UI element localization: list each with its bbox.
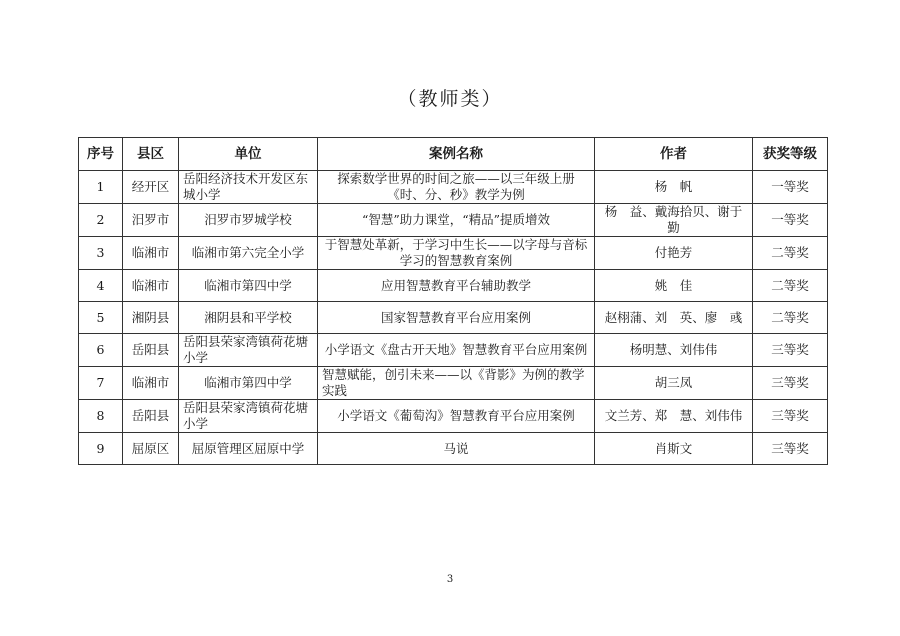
cell-serial: 5 [79,302,123,334]
cell-award: 二等奖 [753,270,828,302]
cell-county: 湘阴县 [123,302,179,334]
cell-author: 杨明慧、刘伟伟 [595,334,753,367]
cell-serial: 9 [79,433,123,465]
cell-author: 杨 帆 [595,171,753,204]
cell-award: 二等奖 [753,302,828,334]
header-author: 作者 [595,138,753,171]
cell-serial: 2 [79,204,123,237]
cell-case-name: 于智慧处革新，于学习中生长——以字母与音标学习的智慧教育案例 [318,237,595,270]
cell-unit: 岳阳县荣家湾镇荷花塘小学 [179,400,318,433]
table-row [79,270,828,302]
cell-county: 临湘市 [123,367,179,400]
section-heading: （教师类） [397,88,503,110]
table-row [79,433,828,465]
cell-county: 汨罗市 [123,204,179,237]
table-row [79,171,828,204]
cell-county: 经开区 [123,171,179,204]
table-row [79,237,828,270]
header-county: 县区 [123,138,179,171]
cell-unit: 岳阳县荣家湾镇荷花塘小学 [179,334,318,367]
header-award: 获奖等级 [753,138,828,171]
cell-serial: 8 [79,400,123,433]
page-number: 3 [446,574,454,585]
cell-award: 一等奖 [753,204,828,237]
cell-case-name: 小学语文《葡萄沟》智慧教育平台应用案例 [318,400,595,433]
table-row [79,204,828,237]
cell-author: 杨 益、戴海拾贝、谢于勤 [595,204,753,237]
cell-case-name: 小学语文《盘古开天地》智慧教育平台应用案例 [318,334,595,367]
table-row [79,367,828,400]
cell-unit: 临湘市第四中学 [179,367,318,400]
cell-county: 临湘市 [123,237,179,270]
header-serial: 序号 [79,138,123,171]
cell-case-name: 应用智慧教育平台辅助教学 [318,270,595,302]
header-case-name: 案例名称 [318,138,595,171]
table-row [79,400,828,433]
cell-author: 赵栩蒲、刘 英、廖 彧 [595,302,753,334]
cell-award: 三等奖 [753,367,828,400]
cell-unit: 临湘市第四中学 [179,270,318,302]
cell-author: 胡三凤 [595,367,753,400]
cell-county: 屈原区 [123,433,179,465]
cell-author: 付艳芳 [595,237,753,270]
cell-award: 三等奖 [753,433,828,465]
awards-table [78,137,828,465]
cell-award: 三等奖 [753,400,828,433]
cell-serial: 1 [79,171,123,204]
cell-author: 姚 佳 [595,270,753,302]
cell-serial: 3 [79,237,123,270]
cell-county: 岳阳县 [123,334,179,367]
cell-serial: 4 [79,270,123,302]
cell-case-name: 国家智慧教育平台应用案例 [318,302,595,334]
cell-case-name: 马说 [318,433,595,465]
table-row [79,302,828,334]
cell-unit: 汨罗市罗城学校 [179,204,318,237]
header-unit: 单位 [179,138,318,171]
cell-unit: 临湘市第六完全小学 [179,237,318,270]
table-header-row [79,138,828,171]
cell-award: 一等奖 [753,171,828,204]
cell-case-name: 探索数学世界的时间之旅——以三年级上册《时、分、秒》教学为例 [318,171,595,204]
cell-case-name: 智慧赋能，创引未来——以《背影》为例的教学实践 [318,367,595,400]
cell-award: 二等奖 [753,237,828,270]
cell-unit: 岳阳经济技术开发区东城小学 [179,171,318,204]
cell-unit: 屈原管理区屈原中学 [179,433,318,465]
cell-author: 文兰芳、郑 慧、刘伟伟 [595,400,753,433]
cell-author: 肖斯文 [595,433,753,465]
cell-county: 岳阳县 [123,400,179,433]
cell-serial: 6 [79,334,123,367]
cell-unit: 湘阴县和平学校 [179,302,318,334]
cell-county: 临湘市 [123,270,179,302]
table-row [79,334,828,367]
cell-serial: 7 [79,367,123,400]
cell-award: 三等奖 [753,334,828,367]
cell-case-name: “智慧”助力课堂，“精品”提质增效 [318,204,595,237]
